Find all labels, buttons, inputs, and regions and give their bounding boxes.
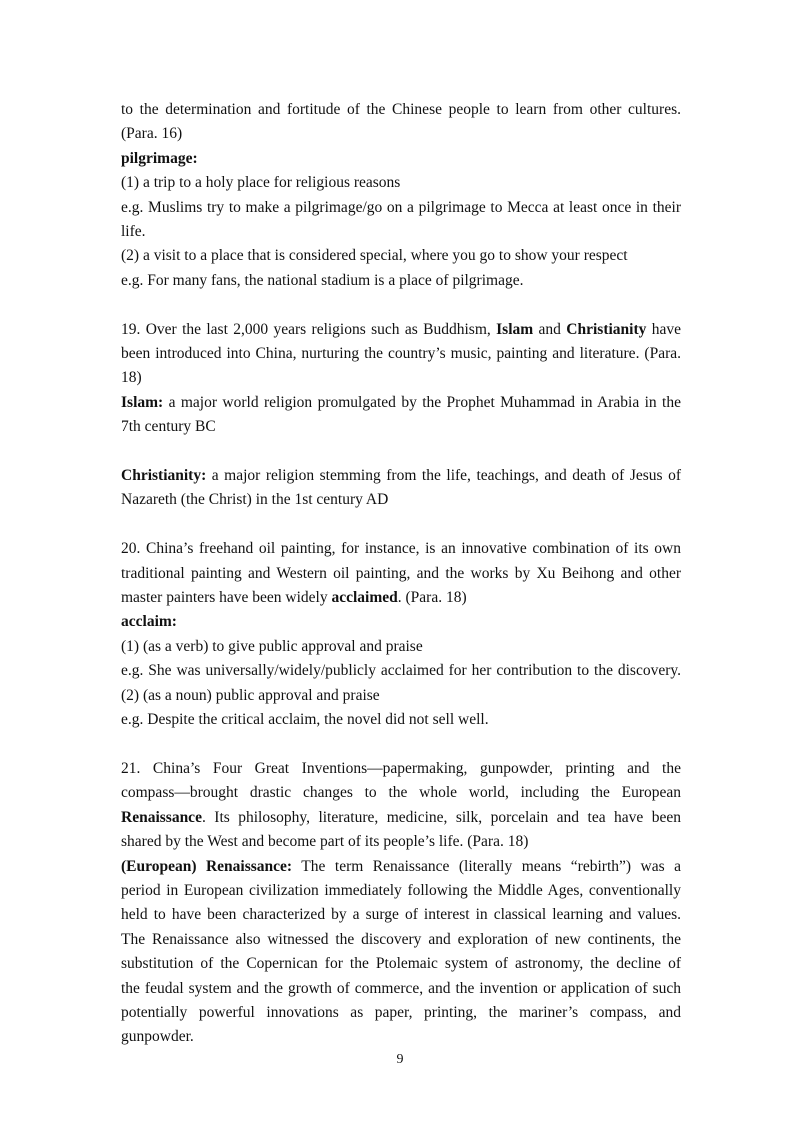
example: e.g. Muslims try to make a pilgrimage/go on a pilgrimage to Mecca at least once in their xyxy=(121,198,681,216)
example: e.g. Despite the critical acclaim, the novel did not sell well. xyxy=(121,711,489,729)
renaissance-definition: The Renaissance also witnessed the discovery and exploration of new continents, the xyxy=(121,930,681,948)
item-21-line: compass—brought drastic changes to the whole world, including the European xyxy=(121,784,681,802)
definition: (2) a visit to a place that is considered special, where you go to show your respect xyxy=(121,247,628,265)
item-21-line: shared by the West and become part of its people’s life. (Para. 18) xyxy=(121,833,529,851)
item-21-line: Renaissance. Its philosophy, literature, medicine, silk, porcelain and tea have been xyxy=(121,808,681,826)
example: life. xyxy=(121,223,146,241)
page-number: 9 xyxy=(396,1052,404,1067)
renaissance-definition: (European) Renaissance: The term Renaissance (literally means “rebirth”) was a xyxy=(121,857,681,875)
item-19-line: 19. Over the last 2,000 years religions such as Buddhism, Islam and Christianity have xyxy=(121,320,681,338)
item-20-line: traditional painting and Western oil painting, and the works by Xu Beihong and other xyxy=(121,564,681,582)
item-20-line: 20. China’s freehand oil painting, for instance, is an innovative combination of its own xyxy=(121,540,681,558)
paragraph-gap xyxy=(121,513,681,537)
intro-line: (Para. 16) xyxy=(121,125,183,143)
renaissance-definition: the feudal system and the growth of commerce, and the invention or application of such xyxy=(121,979,681,997)
definition: (1) a trip to a holy place for religious reasons xyxy=(121,174,401,192)
definition: (2) (as a noun) public approval and praise xyxy=(121,686,380,704)
islam-definition: 7th century BC xyxy=(121,418,216,436)
paragraph-gap xyxy=(121,293,681,317)
renaissance-definition: period in European civilization immediately following the Middle Ages, conventionally xyxy=(121,881,681,899)
christianity-definition: Christianity: a major religion stemming from the life, teachings, and death of Jesus of xyxy=(121,467,681,485)
renaissance-definition: gunpowder. xyxy=(121,1028,194,1046)
definition: (1) (as a verb) to give public approval and praise xyxy=(121,637,423,655)
renaissance-definition: potentially powerful innovations as paper, printing, the mariner’s compass, and xyxy=(121,1003,681,1021)
item-20-line: master painters have been widely acclaimed. (Para. 18) xyxy=(121,589,467,607)
renaissance-definition: substitution of the Copernican for the Ptolemaic system of astronomy, the decline of xyxy=(121,955,681,973)
term-heading: acclaim: xyxy=(121,613,177,631)
christianity-definition: Nazareth (the Christ) in the 1st century AD xyxy=(121,491,389,509)
term-heading: pilgrimage: xyxy=(121,149,198,167)
example: e.g. She was universally/widely/publicly acclaimed for her contribution to the discovery. xyxy=(121,662,681,680)
islam-definition: Islam: a major world religion promulgated by the Prophet Muhammad in Arabia in the xyxy=(121,393,681,411)
page-body xyxy=(121,98,681,1050)
item-21-line: 21. China’s Four Great Inventions—papermaking, gunpowder, printing and the xyxy=(121,759,681,777)
intro-line: to the determination and fortitude of the Chinese people to learn from other cultures. xyxy=(121,101,681,118)
paragraph-gap xyxy=(121,440,681,464)
item-19-line: been introduced into China, nurturing the country’s music, painting and literature. (Para. xyxy=(121,345,681,363)
paragraph-gap xyxy=(121,733,681,757)
example: e.g. For many fans, the national stadium is a place of pilgrimage. xyxy=(121,271,524,289)
renaissance-definition: held to have been characterized by a surge of interest in classical learning and values. xyxy=(121,906,681,924)
item-19-line: 18) xyxy=(121,369,142,387)
